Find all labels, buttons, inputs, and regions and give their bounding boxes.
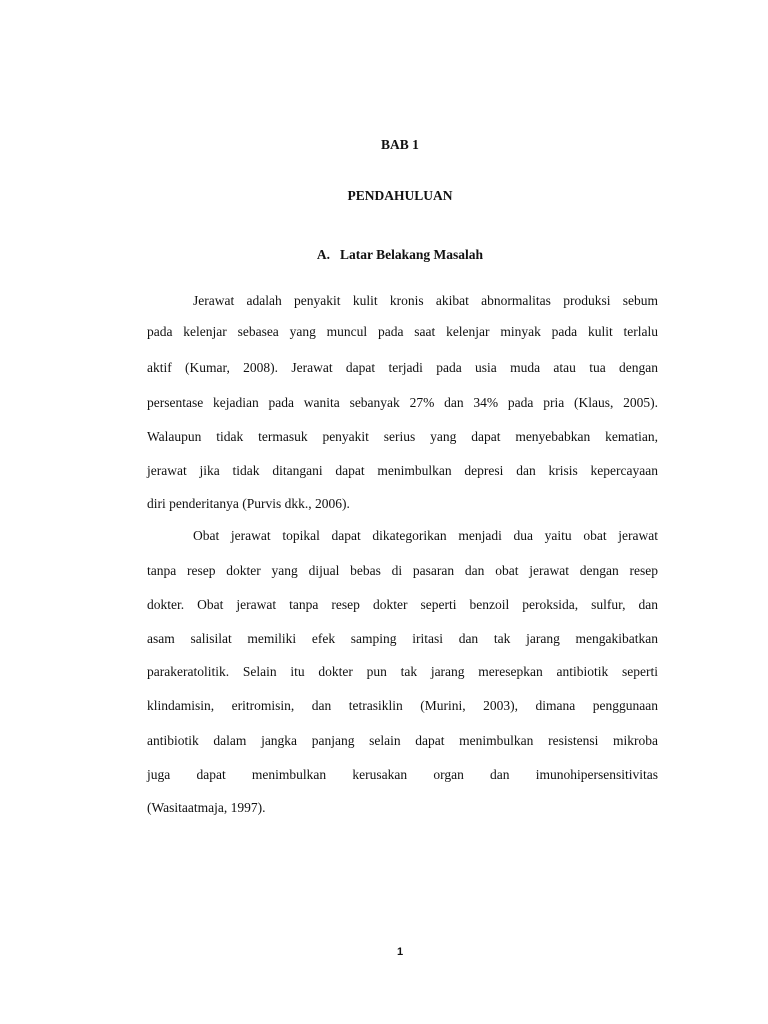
chapter-title: PENDAHULUAN	[347, 188, 453, 203]
paragraph-1-line: persentase kejadian pada wanita sebanyak 27% dan 34% pada pria (Klaus, 2005).	[147, 395, 658, 410]
chapter-heading: BAB 1	[381, 137, 419, 152]
section-heading	[0, 247, 768, 263]
paragraph-2-line: tanpa resep dokter yang dijual bebas di pasaran dan obat jerawat dengan resep	[147, 563, 658, 578]
paragraph-1-line: Walaupun tidak termasuk penyakit serius yang dapat menyebabkan kematian,	[147, 429, 658, 444]
paragraph-1-line: pada kelenjar sebasea yang muncul pada saat kelenjar minyak pada kulit terlalu	[147, 324, 658, 339]
paragraph-2-line: dokter. Obat jerawat tanpa resep dokter seperti benzoil peroksida, sulfur, dan	[147, 597, 658, 612]
page-number: 1	[396, 946, 404, 958]
paragraph-2-line: asam salisilat memiliki efek samping iritasi dan tak jarang mengakibatkan	[147, 631, 658, 646]
paragraph-2-line: parakeratolitik. Selain itu dokter pun tak jarang meresepkan antibiotik seperti	[147, 664, 658, 679]
paragraph-2-line: antibiotik dalam jangka panjang selain dapat menimbulkan resistensi mikroba	[147, 733, 658, 748]
paragraph-2-line: (Wasitaatmaja, 1997).	[147, 800, 266, 815]
paragraph-1-line: aktif (Kumar, 2008). Jerawat dapat terjadi pada usia muda atau tua dengan	[147, 360, 658, 375]
paragraph-2-line: Obat jerawat topikal dapat dikategorikan menjadi dua yaitu obat jerawat	[193, 528, 658, 543]
paragraph-2-line: klindamisin, eritromisin, dan tetrasiklin (Murini, 2003), dimana penggunaan	[147, 698, 658, 713]
paragraph-1-line: Jerawat adalah penyakit kulit kronis akibat abnormalitas produksi sebum	[193, 293, 658, 308]
section-number: A.	[316, 247, 331, 262]
paragraph-1-line: diri penderitanya (Purvis dkk., 2006).	[147, 496, 350, 511]
section-title: Latar Belakang Masalah	[340, 247, 484, 262]
paragraph-1-line: jerawat jika tidak ditangani dapat menimbulkan depresi dan krisis kepercayaan	[147, 463, 658, 478]
paragraph-2-line: juga dapat menimbulkan kerusakan organ dan imunohipersensitivitas	[147, 767, 658, 782]
